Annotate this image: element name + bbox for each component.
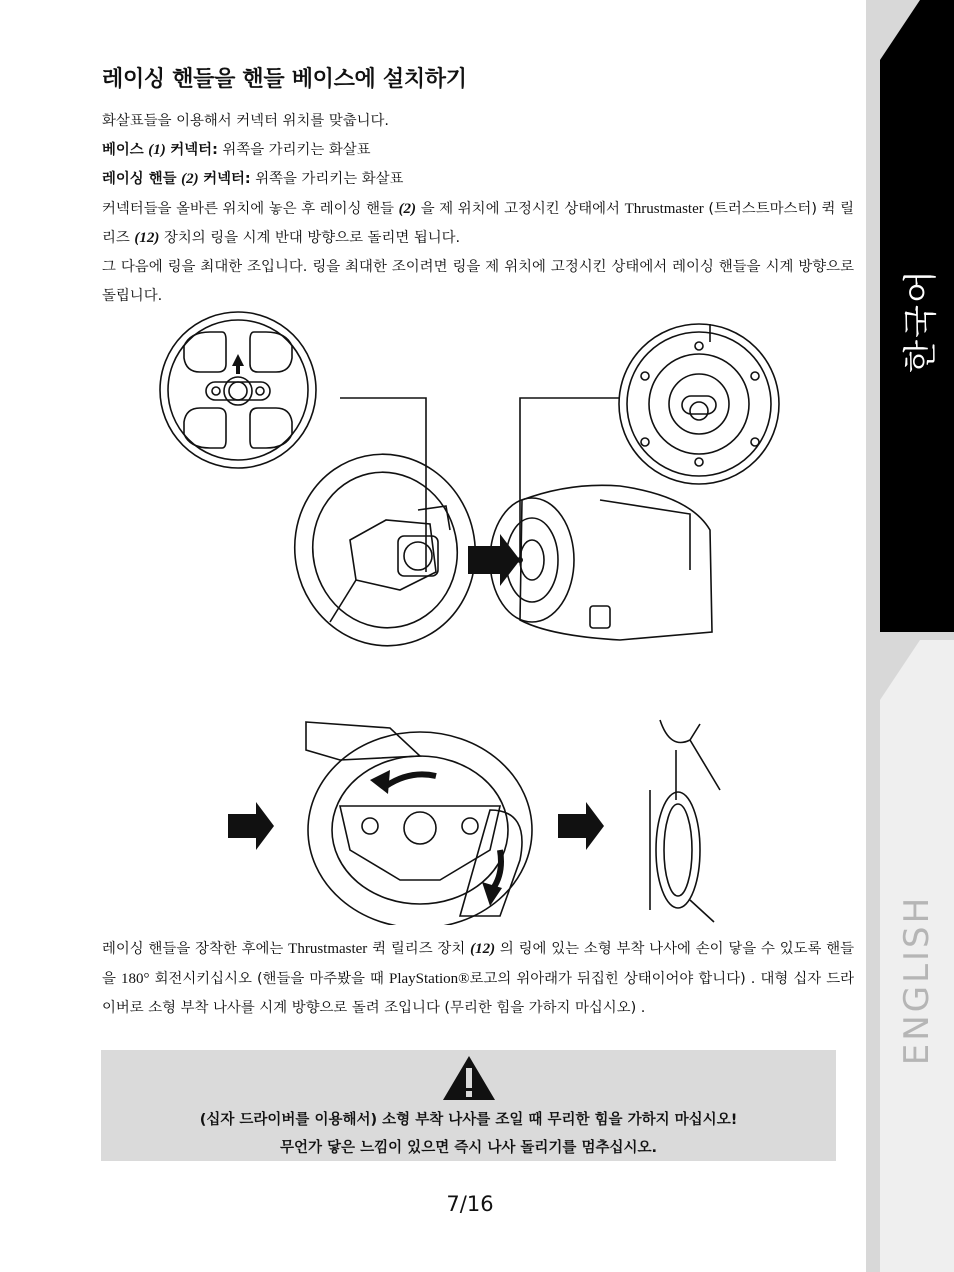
base-connector-line: 베이스 (1) 커넥터: 위쪽을 가리키는 화살표	[102, 142, 371, 158]
tab-korean-label: 한국어	[900, 267, 941, 373]
rotation-screwdriver-illustration	[220, 710, 740, 925]
install-paragraph: 커넥터들을 올바른 위치에 놓은 후 레이싱 핸들 (2) 을 제 위치에 고정시킨 상태에서 Thrustmaster (트러스트마스터) 퀵 릴리즈 (12) 장치의 링을 시계 반대 방향으로 돌리면 됩니다.	[102, 201, 854, 246]
warning-icon	[441, 1054, 497, 1102]
warning-line-1: (십자 드라이버를 이용해서) 소형 부착 나사를 조일 때 무리한 힘을 가하지 마십시오!	[199, 1112, 738, 1128]
wheel-connector-line: 레이싱 핸들 (2) 커넥터: 위쪽을 가리키는 화살표	[102, 171, 404, 187]
tab-english-label: ENGLISH	[897, 894, 938, 1066]
tighten-paragraph: 그 다음에 링을 최대한 조입니다. 링을 최대한 조이려면 링을 제 위치에 고정시킨 상태에서 레이싱 핸들을 시계 방향으로 돌립니다.	[102, 259, 854, 304]
wheel-base-illustration	[150, 310, 790, 650]
warning-line-2: 무언가 닿은 느낌이 있으면 즉시 나사 돌리기를 멈추십시오.	[279, 1140, 657, 1156]
screw-paragraph: 레이싱 핸들을 장착한 후에는 Thrustmaster 퀵 릴리즈 장치 (12) 의 링에 있는 소형 부착 나사에 손이 닿을 수 있도록 핸들을 180° 회전시키십시오 (핸들을 마주봤을 때 PlayStation®로고의 위아래가 뒤집힌 상태이어야 합니다) . 대형 십자 드라이버로 소형 부착 나사를 시계 방향으로 돌려 조입니다 (무리한 힘을 가하지 마십시오) .	[102, 941, 855, 1016]
page-title: 레이싱 핸들을 핸들 베이스에 설치하기	[102, 67, 467, 92]
warning-box	[101, 1050, 836, 1161]
page-number: 7/16	[446, 1192, 494, 1216]
intro-text: 화살표들을 이용해서 커넥터 위치를 맞춥니다.	[102, 113, 389, 129]
